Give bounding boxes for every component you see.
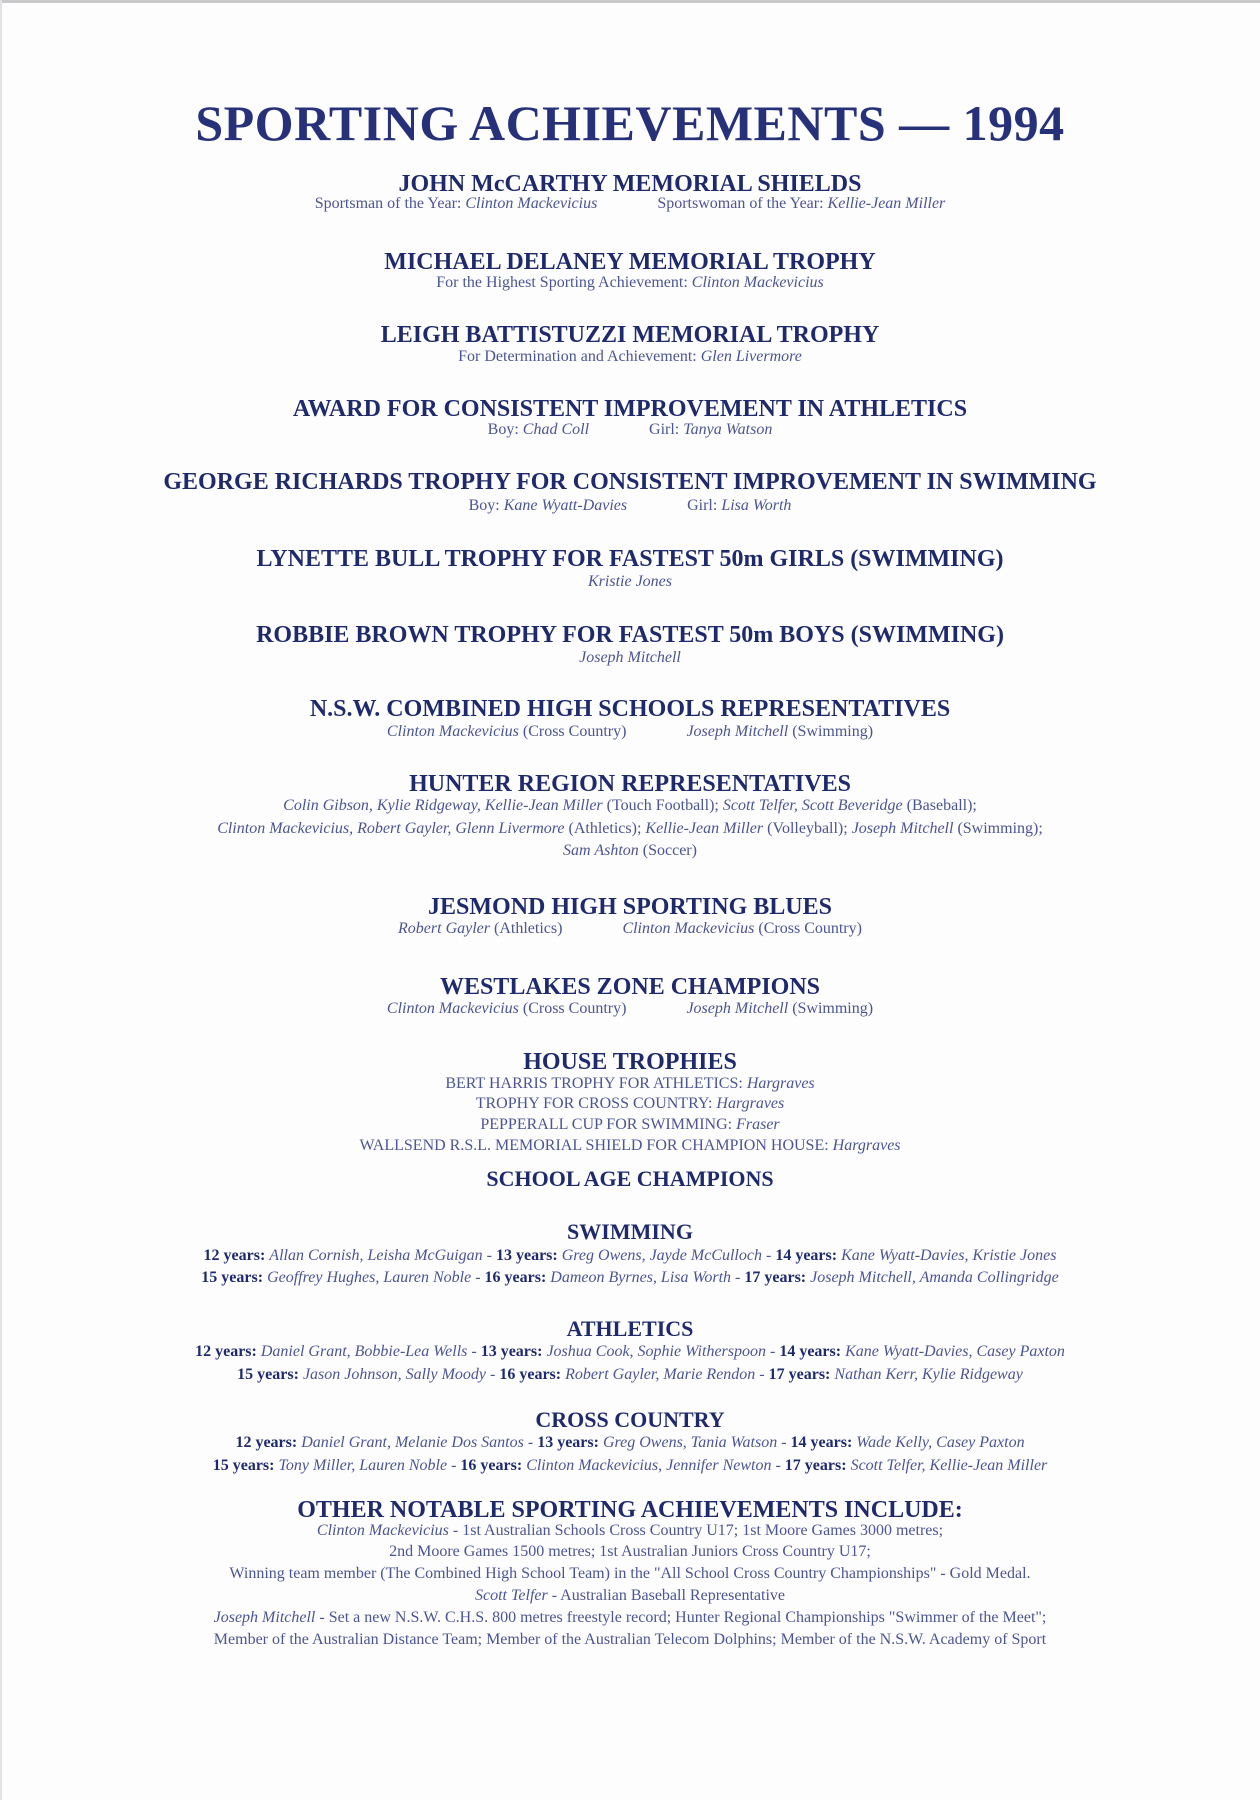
name-text: Clinton Mackevicius: [622, 920, 755, 937]
plain-text: (Swimming): [788, 1000, 874, 1017]
name-text: Dameon Byrnes, Lisa Worth: [550, 1269, 732, 1286]
section-heading: AWARD FOR CONSISTENT IMPROVEMENT IN ATHLETICS: [292, 396, 968, 422]
section-line: [0, 1433, 1260, 1453]
plain-text: Girl:: [687, 497, 722, 514]
plain-text: (Swimming);: [953, 820, 1043, 837]
name-text: Hargraves: [716, 1095, 785, 1112]
name-text: Kellie-Jean Miller: [827, 195, 946, 212]
age-label: 13 years:: [537, 1434, 603, 1451]
section-line: [0, 1074, 1260, 1094]
age-label: 17 years:: [768, 1366, 835, 1383]
age-label: 12 years:: [203, 1247, 270, 1264]
section-line: [0, 1136, 1260, 1156]
age-label: 12 years:: [195, 1343, 261, 1360]
name-text: Scott Telfer, Kellie-Jean Miller: [850, 1457, 1048, 1474]
name-text: Colin Gibson, Kylie Ridgeway, Kellie-Jean Miller: [283, 797, 603, 814]
name-text: Greg Owens, Jayde McCulloch: [561, 1247, 762, 1264]
plain-text: - 1st Australian Schools Cross Country U17; 1st Moore Games 3000 metres;: [448, 1522, 944, 1539]
name-text: Nathan Kerr, Kylie Ridgeway: [834, 1366, 1023, 1383]
name-text: Robert Gayler: [398, 920, 491, 937]
name-text: Jason Johnson, Sally Moody: [302, 1366, 487, 1383]
section-heading: SWIMMING: [567, 1219, 693, 1244]
plain-text: BERT HARRIS TROPHY FOR ATHLETICS:: [445, 1075, 747, 1092]
name-text: Joseph Mitchell, Amanda Collingridge: [810, 1269, 1059, 1286]
section-line: [0, 1586, 1260, 1606]
name-text: Greg Owens, Tania Watson: [602, 1434, 778, 1451]
age-label: 14 years:: [790, 1434, 857, 1451]
name-text: Kane Wyatt-Davies, Casey Paxton: [845, 1343, 1065, 1360]
section-line: [0, 572, 1260, 592]
plain-text: TROPHY FOR CROSS COUNTRY:: [475, 1095, 717, 1112]
section-heading: JOHN McCARTHY MEMORIAL SHIELDS: [398, 171, 862, 197]
age-label: 12 years:: [235, 1434, 302, 1451]
name-text: Fraser: [736, 1116, 780, 1133]
section-line: [0, 1542, 1260, 1562]
plain-text: - Set a new N.S.W. C.H.S. 800 metres freestyle record; Hunter Regional Championships "Swimmer of the Meet";: [315, 1609, 1047, 1626]
scan-top-edge: [0, 0, 1260, 3]
name-text: Sam Ashton: [563, 842, 639, 859]
age-label: 16 years:: [484, 1269, 551, 1286]
plain-text: - Australian Baseball Representative: [547, 1587, 785, 1604]
name-text: Kristie Jones: [588, 573, 672, 590]
section-line: [0, 273, 1260, 293]
age-label: 17 years:: [744, 1269, 811, 1286]
section-line: [0, 819, 1260, 839]
section-heading: MICHAEL DELANEY MEMORIAL TROPHY: [384, 249, 876, 275]
section-heading: HOUSE TROPHIES: [523, 1049, 737, 1075]
name-text: Tony Miller, Lauren Noble: [278, 1457, 448, 1474]
name-text: Scott Telfer, Scott Beveridge: [722, 797, 903, 814]
name-text: Wade Kelly, Casey Paxton: [856, 1434, 1025, 1451]
plain-text: (Volleyball);: [763, 820, 852, 837]
plain-text: 2nd Moore Games 1500 metres; 1st Australian Juniors Cross Country U17;: [389, 1543, 871, 1560]
plain-text: (Cross Country): [518, 723, 627, 740]
name-text: Kellie-Jean Miller: [645, 820, 764, 837]
name-text: Clinton Mackevicius: [386, 1000, 519, 1017]
section-heading: LEIGH BATTISTUZZI MEMORIAL TROPHY: [380, 322, 880, 348]
age-label: 15 years:: [212, 1457, 279, 1474]
name-text: Allan Cornish, Leisha McGuigan: [269, 1247, 483, 1264]
name-text: Joseph Mitchell: [686, 723, 789, 740]
name-text: Chad Coll: [522, 421, 590, 438]
name-text: Daniel Grant, Bobbie-Lea Wells: [260, 1343, 468, 1360]
plain-text: Boy:: [468, 497, 504, 514]
plain-text: -: [447, 1457, 461, 1474]
plain-text: (Touch Football);: [602, 797, 723, 814]
section-heading: CROSS COUNTRY: [535, 1407, 725, 1432]
plain-text: -: [482, 1247, 496, 1264]
section-heading: N.S.W. COMBINED HIGH SCHOOLS REPRESENTATIVES: [309, 696, 951, 722]
name-text: Hargraves: [832, 1137, 901, 1154]
age-label: 15 years:: [201, 1269, 268, 1286]
section-heading: ROBBIE BROWN TROPHY FOR FASTEST 50m BOYS (SWIMMING): [256, 622, 1004, 648]
section-line: [0, 1268, 1260, 1288]
plain-text: -: [777, 1434, 791, 1451]
section-heading: WESTLAKES ZONE CHAMPIONS: [439, 974, 821, 1000]
section-line: [0, 1115, 1260, 1135]
name-text: Joseph Mitchell: [851, 820, 954, 837]
section-line: [0, 1365, 1260, 1385]
section-line: [0, 420, 1260, 440]
plain-text: -: [761, 1247, 776, 1264]
section-line: [0, 1094, 1260, 1114]
section-line: [0, 496, 1260, 516]
plain-text: PEPPERALL CUP FOR SWIMMING:: [480, 1116, 737, 1133]
name-text: Scott Telfer: [474, 1587, 548, 1604]
age-label: 17 years:: [784, 1457, 851, 1474]
name-text: Glen Livermore: [700, 348, 802, 365]
name-text: Joshua Cook, Sophie Witherspoon: [546, 1343, 766, 1360]
name-text: Geoffrey Hughes, Lauren Noble: [267, 1269, 472, 1286]
plain-text: (Swimming): [788, 723, 874, 740]
age-label: 16 years:: [499, 1366, 566, 1383]
section-line: [0, 999, 1260, 1019]
name-text: Joseph Mitchell: [579, 649, 681, 666]
plain-text: Member of the Australian Distance Team; Member of the Australian Telecom Dolphins; Member of the N.S.W. Academy of Sport: [213, 1631, 1047, 1648]
section-heading: LYNETTE BULL TROPHY FOR FASTEST 50m GIRLS (SWIMMING): [256, 546, 1004, 572]
age-label: 13 years:: [495, 1247, 562, 1264]
name-text: Joseph Mitchell: [686, 1000, 789, 1017]
section-heading: OTHER NOTABLE SPORTING ACHIEVEMENTS INCLUDE:: [297, 1497, 963, 1523]
section-line: [0, 722, 1260, 742]
name-text: Hargraves: [746, 1075, 815, 1092]
page-title: SPORTING ACHIEVEMENTS — 1994: [195, 95, 1065, 151]
section-line: [0, 919, 1260, 939]
plain-text: For the Highest Sporting Achievement:: [436, 274, 692, 291]
age-label: 14 years:: [775, 1247, 842, 1264]
plain-text: (Athletics): [490, 920, 563, 937]
plain-text: (Cross Country): [518, 1000, 627, 1017]
section-line: [0, 347, 1260, 367]
age-label: 16 years:: [460, 1457, 527, 1474]
plain-text: -: [467, 1343, 481, 1360]
name-text: Clinton Mackevicius: [465, 195, 598, 212]
name-text: Clinton Mackevicius: [691, 274, 824, 291]
plain-text: -: [731, 1269, 745, 1286]
section-line: [0, 796, 1260, 816]
age-label: 15 years:: [237, 1366, 303, 1383]
name-text: Kane Wyatt-Davies, Kristie Jones: [841, 1247, 1057, 1264]
section-line: [0, 1608, 1260, 1628]
section-line: [0, 1564, 1260, 1584]
plain-text: (Athletics);: [564, 820, 646, 837]
section-heading: ATHLETICS: [566, 1316, 694, 1341]
plain-text: WALLSEND R.S.L. MEMORIAL SHIELD FOR CHAMPION HOUSE:: [359, 1137, 833, 1154]
plain-text: -: [771, 1457, 785, 1474]
plain-text: -: [471, 1269, 485, 1286]
name-text: Joseph Mitchell: [213, 1609, 316, 1626]
section-line: [0, 1521, 1260, 1541]
plain-text: -: [523, 1434, 538, 1451]
name-text: Tanya Watson: [683, 421, 773, 438]
name-text: Clinton Mackevicius: [386, 723, 519, 740]
plain-text: -: [486, 1366, 500, 1383]
plain-text: Sportswoman of the Year:: [657, 195, 828, 212]
section-line: [0, 648, 1260, 668]
section-line: [0, 1456, 1260, 1476]
name-text: Lisa Worth: [721, 497, 792, 514]
plain-text: -: [766, 1343, 780, 1360]
plain-text: (Cross Country): [754, 920, 862, 937]
section-heading: GEORGE RICHARDS TROPHY FOR CONSISTENT IMPROVEMENT IN SWIMMING: [163, 469, 1097, 495]
name-text: Clinton Mackevicius, Robert Gayler, Glenn Livermore: [217, 820, 565, 837]
plain-text: (Baseball);: [902, 797, 977, 814]
name-text: Daniel Grant, Melanie Dos Santos: [301, 1434, 524, 1451]
section-line: [0, 1246, 1260, 1266]
section-line: [0, 1342, 1260, 1362]
plain-text: -: [755, 1366, 769, 1383]
plain-text: Girl:: [649, 421, 684, 438]
section-heading: HUNTER REGION REPRESENTATIVES: [409, 771, 851, 797]
plain-text: Winning team member (The Combined High School Team) in the "All School Cross Country Championships" - Gold Medal.: [229, 1565, 1031, 1582]
plain-text: For Determination and Achievement:: [458, 348, 701, 365]
age-label: 13 years:: [480, 1343, 547, 1360]
age-label: 14 years:: [779, 1343, 846, 1360]
name-text: Robert Gayler, Marie Rendon: [565, 1366, 756, 1383]
plain-text: Sportsman of the Year:: [314, 195, 466, 212]
section-line: [0, 1630, 1260, 1650]
plain-text: (Soccer): [638, 842, 697, 859]
name-text: Kane Wyatt-Davies: [503, 497, 628, 514]
section-line: [0, 194, 1260, 214]
section-heading: JESMOND HIGH SPORTING BLUES: [428, 894, 832, 920]
section-line: [0, 841, 1260, 861]
plain-text: Boy:: [487, 421, 523, 438]
name-text: Clinton Mackevicius: [316, 1522, 449, 1539]
section-heading: SCHOOL AGE CHAMPIONS: [486, 1166, 774, 1191]
name-text: Clinton Mackevicius, Jennifer Newton: [526, 1457, 772, 1474]
